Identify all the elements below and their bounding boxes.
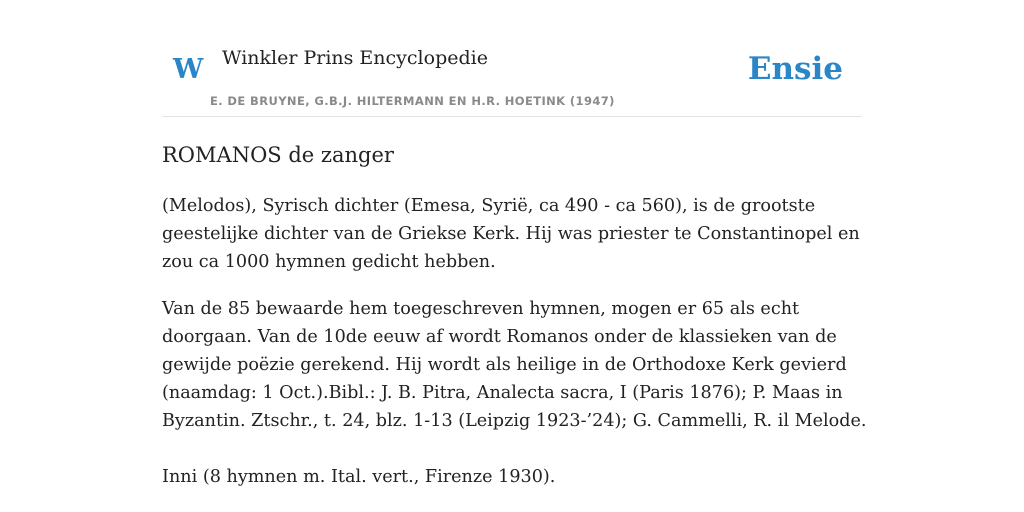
- site-title-link[interactable]: Winkler Prins Encyclopedie: [222, 47, 488, 69]
- article-title: ROMANOS de zanger: [162, 143, 394, 167]
- brand-logo-link[interactable]: Ensie: [747, 51, 843, 87]
- article-paragraph: (Melodos), Syrisch dichter (Emesa, Syrië, ca 490 - ca 560), is de grootste geestelijke dichter van de Griekse Kerk. Hij was priester te Constantinopel en zou ca 1000 hymnen gedicht hebben.: [162, 196, 860, 272]
- article-paragraph: Van de 85 bewaarde hem toegeschreven hymnen, mogen er 65 als echt doorgaan. Van de 10de eeuw af wordt Romanos onder de klassieken van de gewijde poëzie gerekend. Hij wordt als heilige in de Orthodoxe Kerk gevierd (naamdag: 1 Oct.).Bibl.: J. B. Pitra, Analecta sacra, I (Paris 1876); P. Maas in Byzantin. Ztschr., t. 24, blz. 1-13 (Leipzig 1923-’24); G. Cammelli, R. il Melode.: [162, 299, 867, 431]
- authors-subtitle: E. DE BRUYNE, G.B.J. HILTERMANN EN H.R. HOETINK (1947): [210, 94, 615, 108]
- site-logo-icon[interactable]: W: [173, 54, 204, 85]
- site-header: [162, 0, 862, 117]
- article-paragraph: Inni (8 hymnen m. Ital. vert., Firenze 1930).: [162, 467, 556, 487]
